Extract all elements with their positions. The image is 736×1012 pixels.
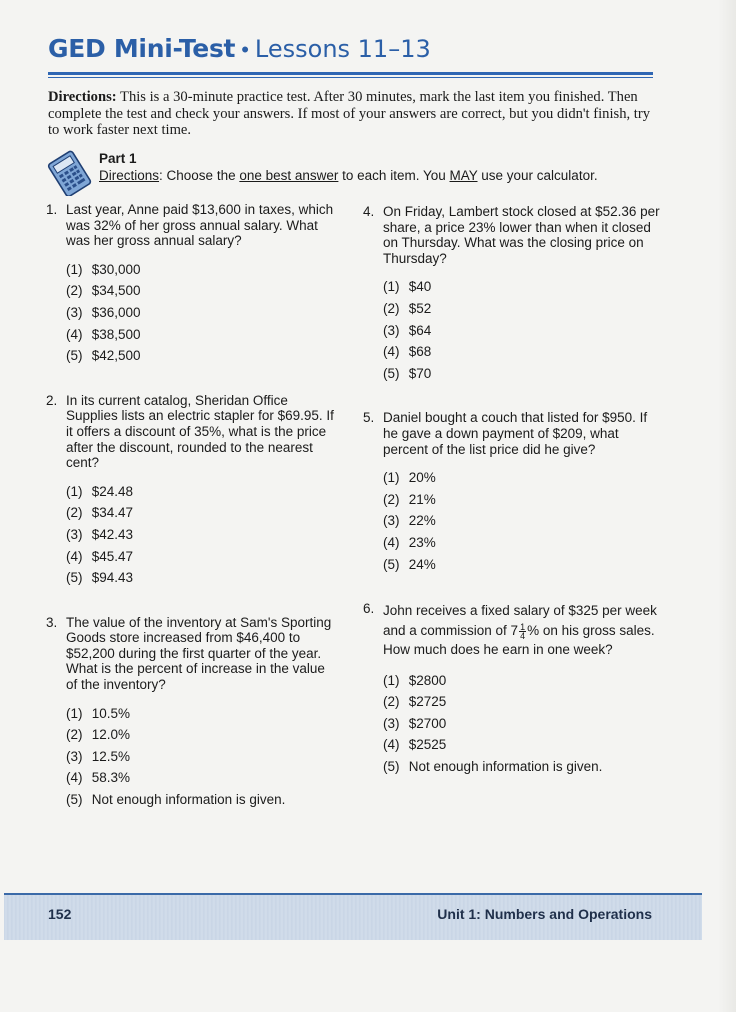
- option-number: (1): [383, 470, 400, 486]
- answer-option[interactable]: [383, 670, 663, 692]
- option-number: (4): [66, 548, 83, 564]
- answer-option[interactable]: [383, 691, 663, 713]
- option-number: (4): [383, 344, 400, 360]
- answer-options: [383, 670, 663, 778]
- option-number: (2): [383, 491, 400, 507]
- part-directions-label: Directions: [99, 168, 160, 183]
- option-number: (1): [66, 261, 83, 277]
- answer-option[interactable]: [383, 298, 663, 320]
- answer-option[interactable]: [66, 259, 336, 281]
- option-text: $94.43: [91, 570, 134, 586]
- part-directions-text-1: : Choose the: [159, 168, 240, 183]
- option-number: (5): [383, 556, 400, 572]
- question-text: Daniel bought a couch that listed for $950. If he gave a down payment of $209, what percent of the list price did he give?: [383, 410, 648, 457]
- option-number: (3): [383, 322, 400, 338]
- answer-options: [66, 703, 336, 811]
- answer-option[interactable]: [66, 280, 336, 302]
- part-directions-text-3: use your calculator.: [477, 168, 598, 183]
- option-number: (3): [383, 715, 400, 731]
- answer-option[interactable]: [383, 554, 663, 576]
- question-2: [46, 393, 336, 589]
- answer-option[interactable]: [66, 567, 336, 589]
- right-column: [363, 204, 663, 778]
- answer-option[interactable]: [66, 345, 336, 367]
- option-number: (1): [383, 279, 400, 295]
- question-number: 3.: [46, 614, 58, 630]
- option-number: (2): [66, 283, 83, 299]
- option-number: (2): [66, 727, 83, 743]
- title-subtitle: Lessons 11–13: [254, 35, 431, 63]
- option-text: 21%: [408, 491, 436, 507]
- option-text: $42.43: [91, 526, 134, 542]
- option-number: (3): [66, 304, 83, 320]
- answer-option[interactable]: [66, 502, 336, 524]
- part-directions: [99, 168, 598, 183]
- fraction: [519, 623, 526, 640]
- question-4: [363, 204, 663, 384]
- answer-option[interactable]: [383, 341, 663, 363]
- option-text: $34,500: [91, 283, 141, 299]
- answer-option[interactable]: [383, 734, 663, 756]
- option-number: (3): [383, 513, 400, 529]
- option-text: Not enough information is given.: [91, 792, 286, 808]
- directions-text: This is a 30-minute practice test. After 30 minutes, mark the last item you finished. Then complete the test and check your answers. If most of your answers are correct, but you didn't finish, try to work faster next time.: [48, 89, 651, 138]
- question-text: In its current catalog, Sheridan Office Supplies lists an electric stapler for $69.95. If it offers a discount of 35%, what is the price after the discount, rounded to the nearest cent?: [66, 392, 334, 471]
- option-text: 10.5%: [91, 705, 131, 721]
- option-text: $34.47: [91, 505, 134, 521]
- option-number: (3): [66, 748, 83, 764]
- answer-option[interactable]: [383, 320, 663, 342]
- option-text: 58.3%: [91, 770, 131, 786]
- question-text: On Friday, Lambert stock closed at $52.36 per share, a price 23% lower than when it closed on Thursday. What was the closing price on Thursday?: [383, 204, 660, 266]
- question-number: 6.: [363, 601, 375, 617]
- option-number: (5): [66, 570, 83, 586]
- question-number: 5.: [363, 410, 375, 426]
- page-edge: [718, 0, 736, 1012]
- question-number: 1.: [46, 202, 58, 217]
- option-number: (4): [383, 534, 400, 550]
- answer-option[interactable]: [66, 546, 336, 568]
- option-text: 12.0%: [91, 727, 131, 743]
- option-text: $38,500: [91, 326, 141, 342]
- option-text: $42,500: [91, 348, 141, 364]
- option-text: $45.47: [91, 548, 134, 564]
- question-text-part: John receives a fixed salary of $325 per week and a commission of 7: [383, 603, 657, 638]
- title-main: GED Mini-Test: [48, 34, 236, 63]
- title-rule-thin: [48, 77, 653, 78]
- question-text: Last year, Anne paid $13,600 in taxes, which was 32% of her gross annual salary. What was her gross annual salary?: [66, 202, 334, 249]
- answer-options: [383, 276, 663, 384]
- option-number: (1): [66, 483, 83, 499]
- general-directions: [48, 89, 658, 139]
- option-text: $64: [408, 322, 432, 338]
- answer-options: [383, 467, 663, 575]
- part-directions-emphasis-2: MAY: [449, 168, 478, 183]
- calculator-icon: [46, 150, 92, 196]
- title-bullet: •: [241, 37, 249, 62]
- option-number: (4): [383, 737, 400, 753]
- option-text: $30,000: [91, 261, 141, 277]
- option-number: (5): [383, 758, 400, 774]
- answer-option[interactable]: [66, 302, 336, 324]
- title-rule-thick: [48, 72, 653, 75]
- part-directions-text-2: to each item. You: [338, 168, 450, 183]
- answer-option[interactable]: [66, 481, 336, 503]
- option-text: $2725: [408, 694, 447, 710]
- option-text: 24%: [408, 556, 436, 572]
- answer-option[interactable]: [66, 746, 336, 768]
- question-1: [46, 202, 336, 367]
- question-text: The value of the inventory at Sam's Sporting Goods store increased from $46,400 to $52,200 during the first quarter of the year. What is the percent of increase in the value of the inventory?: [66, 614, 332, 693]
- question-number: 2.: [46, 392, 58, 408]
- option-text: 12.5%: [91, 748, 131, 764]
- answer-option[interactable]: [383, 276, 663, 298]
- answer-option[interactable]: [66, 789, 336, 811]
- option-number: (3): [66, 526, 83, 542]
- option-text: 23%: [408, 534, 436, 550]
- question-text-part: % on his gross sales. How much does he earn in one week?: [383, 622, 655, 658]
- option-text: $52: [408, 300, 432, 316]
- answer-option[interactable]: [383, 510, 663, 532]
- answer-option[interactable]: [383, 363, 663, 385]
- option-number: (2): [383, 300, 400, 316]
- answer-option[interactable]: [383, 713, 663, 735]
- answer-options: [66, 481, 336, 589]
- option-text: 20%: [408, 470, 436, 486]
- answer-option[interactable]: [66, 724, 336, 746]
- option-number: (1): [66, 705, 83, 721]
- unit-title: Unit 1: Numbers and Operations: [437, 906, 652, 922]
- left-column: [46, 202, 336, 811]
- question-6: [363, 601, 663, 777]
- option-text: $40: [408, 279, 432, 295]
- answer-option[interactable]: [383, 756, 663, 778]
- fraction-numerator: 1: [520, 621, 526, 632]
- option-number: (1): [383, 672, 400, 688]
- answer-options: [66, 259, 336, 367]
- option-number: (4): [66, 326, 83, 342]
- option-text: $2800: [408, 672, 447, 688]
- question-5: [363, 410, 663, 575]
- option-number: (4): [66, 770, 83, 786]
- option-text: $68: [408, 344, 432, 360]
- answer-option[interactable]: [383, 532, 663, 554]
- option-number: (5): [66, 792, 83, 808]
- option-text: $2700: [408, 715, 447, 731]
- option-text: $2525: [408, 737, 447, 753]
- answer-option[interactable]: [383, 489, 663, 511]
- option-text: $70: [408, 365, 432, 381]
- fraction-denominator: 4: [520, 630, 526, 641]
- part-title: Part 1: [99, 151, 137, 166]
- answer-option[interactable]: [66, 703, 336, 725]
- page-footer: [4, 893, 702, 940]
- answer-option[interactable]: [66, 767, 336, 789]
- option-number: (5): [66, 348, 83, 364]
- answer-option[interactable]: [383, 467, 663, 489]
- footer-rule: [4, 893, 702, 895]
- page-title: [48, 34, 431, 63]
- option-number: (5): [383, 365, 400, 381]
- option-text: $36,000: [91, 304, 141, 320]
- answer-option[interactable]: [66, 324, 336, 346]
- part-directions-emphasis-1: one best answer: [239, 168, 339, 183]
- page-number: 152: [48, 906, 72, 922]
- answer-option[interactable]: [66, 524, 336, 546]
- option-text: 22%: [408, 513, 436, 529]
- option-text: $24.48: [91, 483, 134, 499]
- option-number: (2): [383, 694, 400, 710]
- option-text: Not enough information is given.: [408, 758, 603, 774]
- directions-label: Directions:: [48, 89, 117, 105]
- question-3: [46, 615, 336, 811]
- question-number: 4.: [363, 204, 375, 219]
- question-text: [383, 601, 663, 660]
- option-number: (2): [66, 505, 83, 521]
